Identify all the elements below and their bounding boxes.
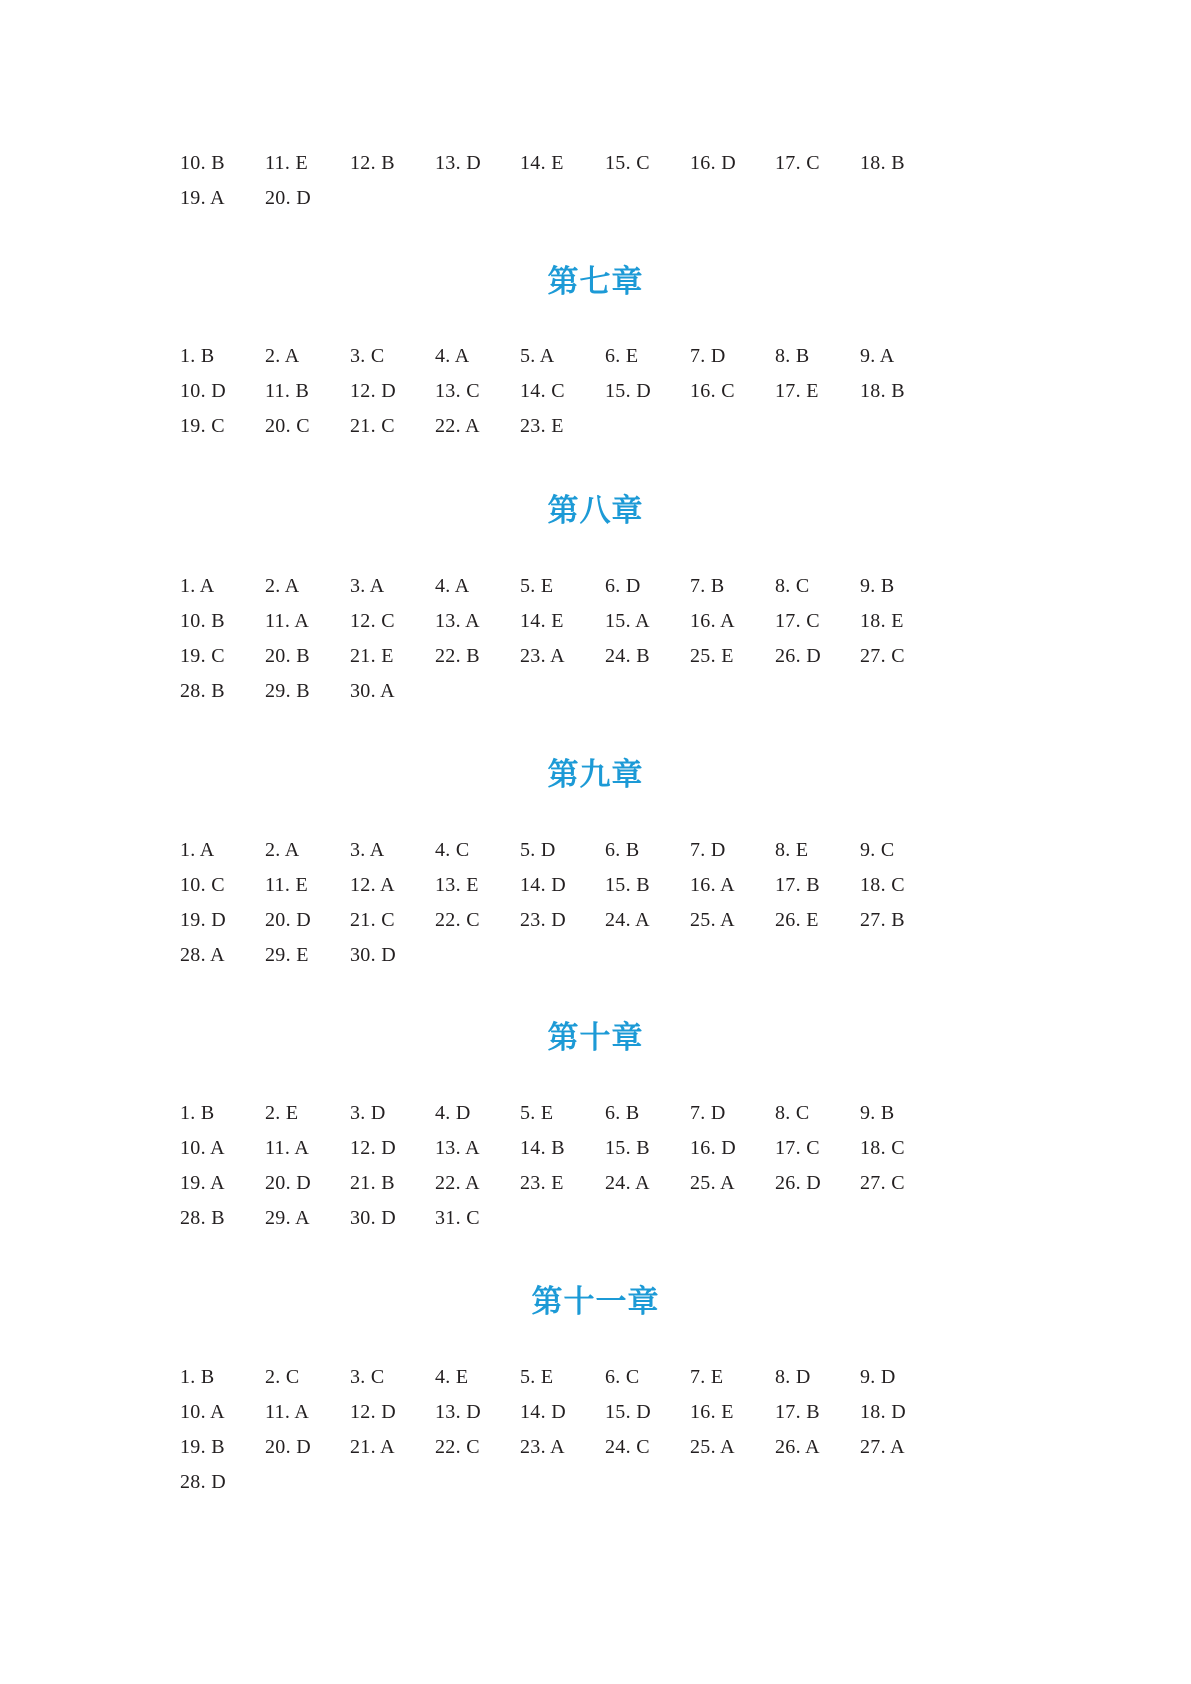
answer-row (180, 409, 1000, 444)
answer-item: 24. A (605, 909, 650, 931)
answer-item: 1. A (180, 575, 215, 597)
answer-item: 14. B (520, 1137, 565, 1159)
answer-item: 5. E (520, 575, 554, 597)
answer-grid (180, 1360, 1000, 1500)
answer-item: 25. A (690, 1436, 735, 1458)
answer-item: 12. B (350, 152, 395, 174)
answer-row (180, 674, 1000, 709)
answer-item: 2. E (265, 1102, 299, 1124)
answer-row (180, 339, 1000, 374)
answer-item: 31. C (435, 1207, 480, 1229)
answer-item: 21. C (350, 909, 395, 931)
answer-item: 19. B (180, 1436, 225, 1458)
answer-item: 5. E (520, 1366, 554, 1388)
answer-item: 8. E (775, 839, 809, 861)
chapter-heading: 第七章 (547, 264, 644, 300)
answer-item: 12. A (350, 874, 395, 896)
answer-item: 11. A (265, 1401, 310, 1423)
answer-item: 21. B (350, 1172, 395, 1194)
answer-item: 9. B (860, 1102, 895, 1124)
answer-grid (180, 146, 1000, 216)
answer-item: 23. A (520, 1436, 565, 1458)
answer-item: 29. E (265, 944, 309, 966)
answer-item: 16. A (690, 874, 735, 896)
answer-item: 17. B (775, 874, 820, 896)
chapter-heading: 第九章 (547, 757, 644, 793)
answer-item: 7. E (690, 1366, 724, 1388)
answer-item: 20. B (265, 645, 310, 667)
answer-item: 7. D (690, 839, 726, 861)
answer-item: 4. C (435, 839, 470, 861)
answer-item: 17. E (775, 380, 819, 402)
answer-row (180, 1201, 1000, 1236)
answer-item: 26. A (775, 1436, 820, 1458)
answer-item: 14. C (520, 380, 565, 402)
answer-item: 10. A (180, 1401, 225, 1423)
answer-item: 19. D (180, 909, 226, 931)
answer-item: 30. D (350, 944, 396, 966)
answer-item: 8. C (775, 1102, 810, 1124)
answer-item: 30. D (350, 1207, 396, 1229)
answer-item: 18. C (860, 874, 905, 896)
answer-item: 14. D (520, 1401, 566, 1423)
answer-item: 7. D (690, 1102, 726, 1124)
answer-item: 25. E (690, 645, 734, 667)
answer-row (180, 181, 1000, 216)
answer-item: 9. D (860, 1366, 896, 1388)
answer-row (180, 569, 1000, 604)
answer-item: 25. A (690, 909, 735, 931)
answer-row (180, 1430, 1000, 1465)
answer-item: 17. C (775, 610, 820, 632)
answer-item: 10. C (180, 874, 225, 896)
answer-item: 14. D (520, 874, 566, 896)
answer-item: 15. D (605, 380, 651, 402)
answer-row (180, 146, 1000, 181)
answer-item: 10. A (180, 1137, 225, 1159)
answer-row (180, 1096, 1000, 1131)
answer-item: 17. C (775, 152, 820, 174)
answer-item: 22. A (435, 1172, 480, 1194)
answer-row (180, 374, 1000, 409)
answer-item: 29. B (265, 680, 310, 702)
answer-item: 10. B (180, 610, 225, 632)
answer-item: 23. A (520, 645, 565, 667)
answer-item: 13. A (435, 1137, 480, 1159)
answer-row (180, 903, 1000, 938)
answer-item: 3. A (350, 839, 385, 861)
answer-item: 15. C (605, 152, 650, 174)
answer-item: 13. D (435, 152, 481, 174)
answer-item: 11. E (265, 874, 308, 896)
chapter-heading: 第十章 (547, 1020, 644, 1056)
answer-item: 6. C (605, 1366, 640, 1388)
answer-item: 28. B (180, 1207, 225, 1229)
answer-grid (180, 339, 1000, 444)
answer-item: 11. A (265, 610, 310, 632)
answer-row (180, 938, 1000, 973)
answer-item: 1. B (180, 1102, 215, 1124)
answer-item: 6. B (605, 839, 640, 861)
answer-item: 8. C (775, 575, 810, 597)
answer-item: 11. E (265, 152, 308, 174)
answer-item: 22. B (435, 645, 480, 667)
answer-item: 22. A (435, 415, 480, 437)
answer-item: 1. B (180, 345, 215, 367)
answer-item: 20. D (265, 909, 311, 931)
answer-item: 16. D (690, 152, 736, 174)
answer-item: 20. D (265, 1436, 311, 1458)
answer-item: 28. B (180, 680, 225, 702)
answer-item: 23. D (520, 909, 566, 931)
answer-item: 6. B (605, 1102, 640, 1124)
answer-item: 20. D (265, 1172, 311, 1194)
answer-item: 13. A (435, 610, 480, 632)
answer-row (180, 868, 1000, 903)
answer-item: 15. B (605, 1137, 650, 1159)
answer-item: 8. B (775, 345, 810, 367)
answer-item: 27. C (860, 645, 905, 667)
answer-item: 19. C (180, 415, 225, 437)
answer-item: 26. D (775, 645, 821, 667)
answer-item: 19. C (180, 645, 225, 667)
answer-item: 9. C (860, 839, 895, 861)
answer-item: 10. D (180, 380, 226, 402)
answer-item: 5. A (520, 345, 555, 367)
answer-item: 28. D (180, 1471, 226, 1493)
answer-item: 3. A (350, 575, 385, 597)
answer-item: 7. B (690, 575, 725, 597)
answer-grid (180, 569, 1000, 709)
answer-item: 12. D (350, 1401, 396, 1423)
answer-item: 18. B (860, 152, 905, 174)
answer-item: 30. A (350, 680, 395, 702)
answer-item: 16. E (690, 1401, 734, 1423)
answer-item: 6. E (605, 345, 639, 367)
answer-grid (180, 1096, 1000, 1236)
answer-item: 16. D (690, 1137, 736, 1159)
answer-row (180, 604, 1000, 639)
answer-row (180, 1131, 1000, 1166)
answer-item: 15. D (605, 1401, 651, 1423)
answer-item: 11. B (265, 380, 310, 402)
chapter-heading: 第十一章 (531, 1284, 660, 1320)
answer-item: 20. D (265, 187, 311, 209)
answer-item: 14. E (520, 152, 564, 174)
answer-item: 13. C (435, 380, 480, 402)
answer-item: 6. D (605, 575, 641, 597)
answer-item: 24. A (605, 1172, 650, 1194)
answer-item: 4. E (435, 1366, 469, 1388)
answer-item: 24. C (605, 1436, 650, 1458)
answer-item: 4. A (435, 345, 470, 367)
answer-item: 22. C (435, 909, 480, 931)
answer-item: 8. D (775, 1366, 811, 1388)
answer-row (180, 1360, 1000, 1395)
answer-item: 16. A (690, 610, 735, 632)
answer-item: 9. A (860, 345, 895, 367)
answer-item: 20. C (265, 415, 310, 437)
answer-item: 27. B (860, 909, 905, 931)
answer-item: 5. D (520, 839, 556, 861)
answer-item: 26. D (775, 1172, 821, 1194)
answer-item: 2. A (265, 839, 300, 861)
answer-item: 2. A (265, 575, 300, 597)
answer-item: 21. A (350, 1436, 395, 1458)
answer-item: 27. A (860, 1436, 905, 1458)
answer-item: 22. C (435, 1436, 480, 1458)
answer-item: 19. A (180, 1172, 225, 1194)
answer-item: 13. E (435, 874, 479, 896)
answer-row (180, 1465, 1000, 1500)
chapter-heading: 第八章 (547, 493, 644, 529)
answer-item: 14. E (520, 610, 564, 632)
answer-item: 18. B (860, 380, 905, 402)
answer-item: 16. C (690, 380, 735, 402)
answer-item: 23. E (520, 1172, 564, 1194)
answer-item: 21. E (350, 645, 394, 667)
answer-item: 26. E (775, 909, 819, 931)
answer-item: 5. E (520, 1102, 554, 1124)
answer-item: 4. D (435, 1102, 471, 1124)
answer-item: 21. C (350, 415, 395, 437)
answer-item: 24. B (605, 645, 650, 667)
answer-row (180, 1395, 1000, 1430)
answer-item: 29. A (265, 1207, 310, 1229)
answer-item: 2. A (265, 345, 300, 367)
answer-item: 12. D (350, 1137, 396, 1159)
answer-item: 4. A (435, 575, 470, 597)
answer-row (180, 1166, 1000, 1201)
answer-item: 9. B (860, 575, 895, 597)
answer-item: 12. D (350, 380, 396, 402)
answer-item: 23. E (520, 415, 564, 437)
answer-item: 18. D (860, 1401, 906, 1423)
answer-item: 18. E (860, 610, 904, 632)
answer-item: 2. C (265, 1366, 300, 1388)
answer-item: 3. C (350, 1366, 385, 1388)
answer-item: 3. D (350, 1102, 386, 1124)
answer-item: 15. B (605, 874, 650, 896)
answer-item: 18. C (860, 1137, 905, 1159)
answer-row (180, 639, 1000, 674)
answer-item: 25. A (690, 1172, 735, 1194)
answer-item: 28. A (180, 944, 225, 966)
answer-item: 15. A (605, 610, 650, 632)
answer-item: 13. D (435, 1401, 481, 1423)
answer-item: 3. C (350, 345, 385, 367)
answer-item: 17. C (775, 1137, 820, 1159)
answer-item: 19. A (180, 187, 225, 209)
answer-item: 1. A (180, 839, 215, 861)
answer-item: 11. A (265, 1137, 310, 1159)
answer-grid (180, 833, 1000, 973)
answer-item: 7. D (690, 345, 726, 367)
answer-item: 27. C (860, 1172, 905, 1194)
answer-item: 10. B (180, 152, 225, 174)
answer-item: 1. B (180, 1366, 215, 1388)
answer-row (180, 833, 1000, 868)
answer-item: 12. C (350, 610, 395, 632)
answer-item: 17. B (775, 1401, 820, 1423)
